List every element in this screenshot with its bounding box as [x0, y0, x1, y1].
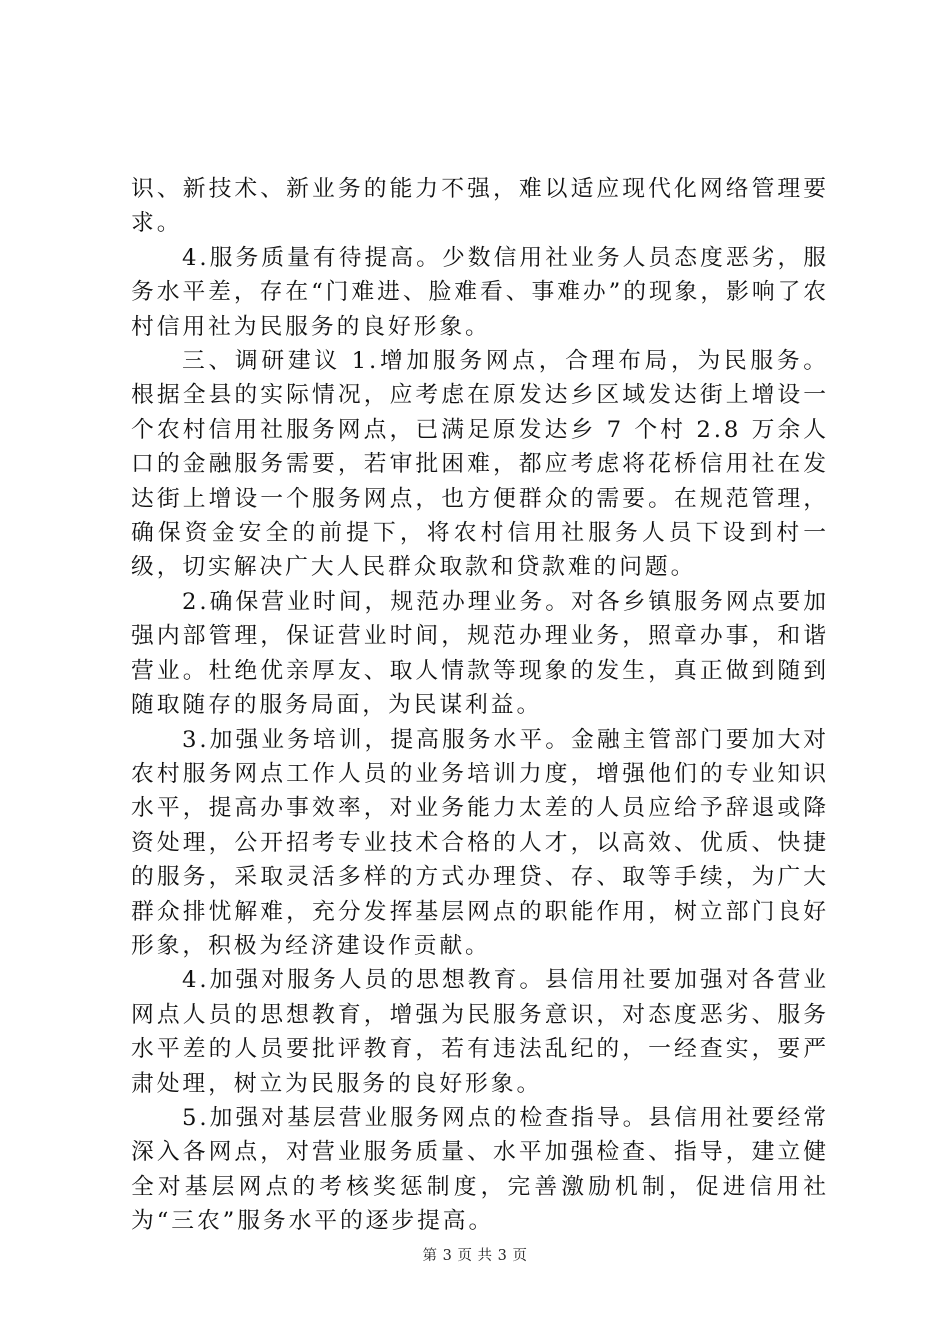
paragraph-continuation: 识、新技术、新业务的能力不强，难以适应现代化网络管理要求。: [131, 176, 829, 237]
document-body: [131, 172, 829, 1239]
page-number-footer: 第 3 页 共 3 页: [422, 1248, 528, 1264]
paragraph-business-hours: 2.确保营业时间，规范办理业务。对各乡镇服务网点要加强内部管理，保证营业时间，规范办理业务，照章办事，和谐营业。杜绝优亲厚友、取人情款等现象的发生，真正做到随到随取随存的服务局面，为民谋利益。: [131, 588, 829, 719]
paragraph-inspection-guidance: 5.加强对基层营业服务网点的检查指导。县信用社要经常深入各网点，对营业服务质量、水平加强检查、指导，建立健全对基层网点的考核奖惩制度，完善激励机制，促进信用社为“三农”服务水平的逐步提高。: [131, 1104, 829, 1235]
paragraph-ideological-education: 4.加强对服务人员的思想教育。县信用社要加强对各营业网点人员的思想教育，增强为民服务意识，对态度恶劣、服务水平差的人员要批评教育，若有违法乱纪的，一经查实，要严肃处理，树立为民服务的良好形象。: [131, 967, 829, 1097]
paragraph-service-quality: 4.服务质量有待提高。少数信用社业务人员态度恶劣，服务水平差，存在“门难进、脸难看、事难办”的现象，影响了农村信用社为民服务的良好形象。: [131, 244, 829, 340]
paragraph-research-suggestions: 三、调研建议 1.增加服务网点，合理布局，为民服务。根据全县的实际情况，应考虑在原发达乡区域发达街上增设一个农村信用社服务网点，已满足原发达乡 7 个村 2.8 万余人口的金融服务需要，若审批困难，都应考虑将花桥信用社在发达街上增设一个服务网点，也方便群众的需要。在规范管理，确保资金安全的前提下，将农村信用社服务人员下设到村一级，切实解决广大人民群众取款和贷款难的问题。: [131, 348, 829, 581]
paragraph-training: 3.加强业务培训，提高服务水平。金融主管部门要加大对农村服务网点工作人员的业务培训力度，增强他们的专业知识水平，提高办事效率，对业务能力太差的人员应给予辞退或降资处理，公开招考专业技术合格的人才，以高效、优质、快捷的服务，采取灵活多样的方式办理贷、存、取等手续，为广大群众排忧解难，充分发挥基层网点的职能作用，树立部门良好形象，积极为经济建设作贡献。: [131, 726, 829, 959]
